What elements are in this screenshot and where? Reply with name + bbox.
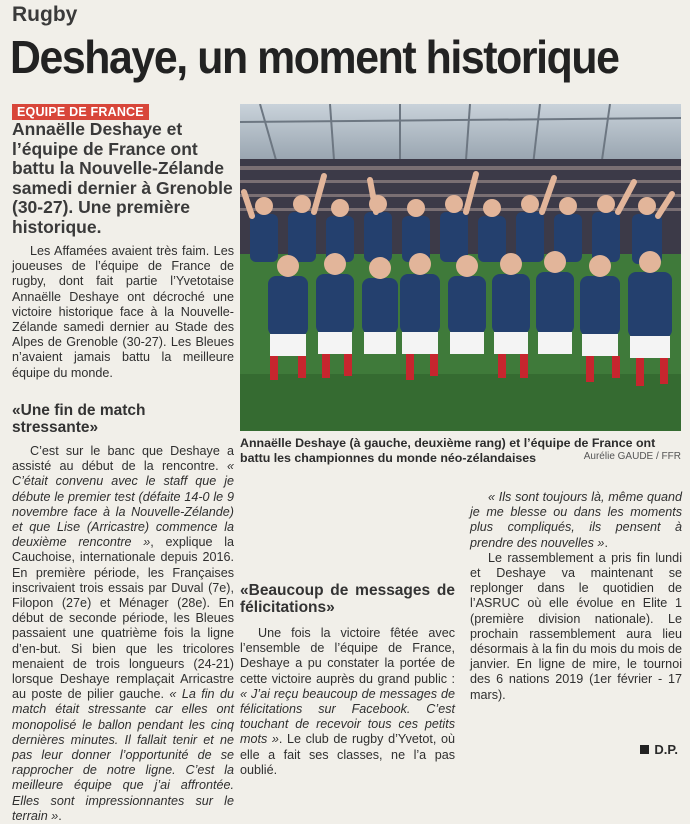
quote-run: « C’était convenu avec le staff que je débute le premier test (défaite 14-0 le 9 novembre face à la Nouvelle-Zélande) et que Lise (Arricastre) commence la deuxième rencontre » [12,459,234,550]
intertitle-1: «Une fin de match stressante» [12,402,146,436]
lead-paragraph: Annaëlle Deshaye et l’équipe de France ont battu la Nouvelle-Zélande samedi dernier à Grenoble (30-27). Une première historique. [12,119,233,237]
paragraph-6: Le rassemblement a pris fin lundi et Deshaye va maintenant se replonger dans le quotidien de l’ASRUC où elle évolue en Elite 1 (première division nationale). Le prochain rassemblement aura lieu désormais à la fin du mois du mois de janvier. En ligne de mire, le tournoi des 6 nations 2019 (1er février - 17 mars). [470,550,682,702]
team-photo [240,104,681,431]
author-signature [640,742,678,757]
paragraph-1 [12,444,234,824]
quote-run: « J’ai reçu beaucoup de messages de félicitations sur Facebook. C’est touchant de recevoir tous ces petits mots » [240,686,455,747]
article-column-1 [12,444,234,824]
intro-paragraph: Les Affamées avaient très faim. Les joueuses de l’équipe de France de rugby, dont fait partie l’Yvetotaise Annaëlle Deshaye ont décroché une victoire historique face à la Nouvelle-Zélande samedi dernier au Stade des Alpes de Grenoble (30-27). Les Bleues n’avaient jamais battu la meilleure équipe du monde. [12,244,234,380]
square-bullet-icon [640,745,649,754]
article-column-3 [470,490,682,703]
quote-run: « La fin du match était stressante car elles ont monopolisé le ballon pendant les cinq dernières minutes. Il fallait tenir et ne pas leur donner l’opportunité de se rapprocher de notre ligne. C’est la meilleure équipe que j’ai affrontée. Elles sont impressionnantes sur le terrain » [12,687,234,823]
paragraph-5 [470,490,682,551]
text-run: C’est sur le banc que Deshaye a assisté au début de la rencontre. [12,444,234,474]
team-photo-illustration [240,104,681,431]
text-run: . Le club de rugby d’Yvetot, où elle a fait ses classes, ne l’a pas oublié. [240,732,455,777]
paragraph-4 [240,626,455,778]
quote-run: « Ils sont toujours là, même quand je me blesse ou dans les moments plus compliqués, ils pensent à prendre des nouvelles » [470,490,682,550]
headline: Deshaye, un moment historique [10,31,619,83]
section-kicker: Rugby [12,3,78,26]
photo-credit: Aurélie GAUDE / FFR [583,451,681,462]
signature-text: D.P. [654,742,678,757]
text-run: . [604,535,608,550]
text-run: En première période, les Françaises inscrivaient trois essais par Duval (7e), Filopon (27e) et Ménager (28e). En début de seconde période, les Bleues passaient une quatrième fois la ligne d’en-but. Si bien que les tricolores menaient de trois longueurs (24-21) lorsque Deshaye remplaçait Arricastre au poste de pilier gauche. [12,565,234,702]
text-run: Une fois la victoire fêtée avec l’ensemble de l’équipe de France, Deshaye a pu constater la portée de cette victoire auprès du grand public : [240,626,455,686]
article-column-2 [240,490,455,778]
text-run: . [58,808,62,823]
rubric-label: EQUIPE DE FRANCE [12,104,149,120]
photo-caption: Annaëlle Deshaye (à gauche, deuxième rang) et l’équipe de France ont battu les championnes du monde néo-zélandaises [240,436,656,465]
intertitle-2: «Beaucoup de messages de félicitations» [240,582,455,616]
text-run: , explique la Cauchoise, internationale depuis 2016. [12,535,234,565]
